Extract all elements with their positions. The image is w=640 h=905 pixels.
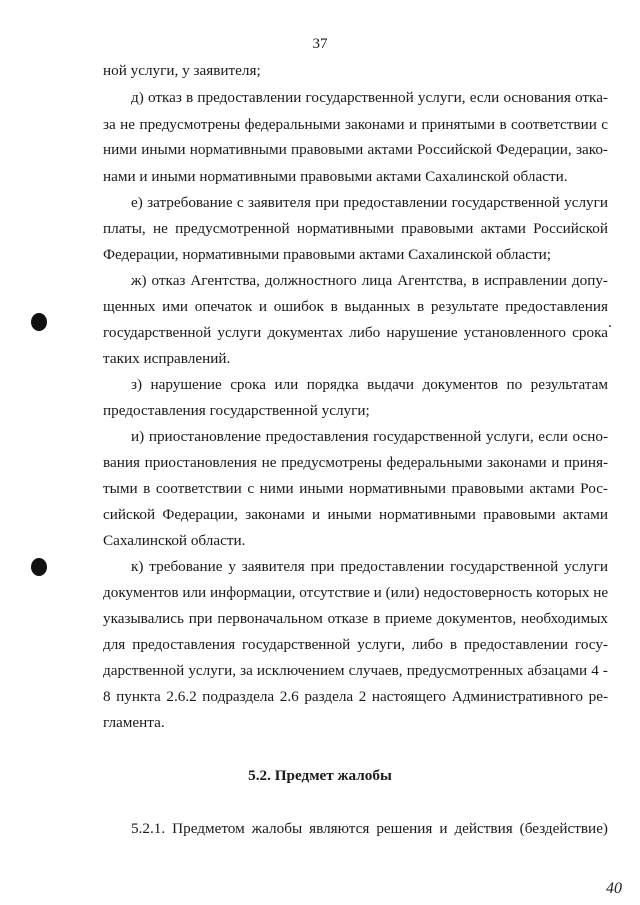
punch-hole [31,558,47,576]
text-line: гламента. [103,714,165,731]
handwritten-page-number: 40 [606,880,622,897]
text-line: вания приостановления не предусмотрены федеральными законами и приня- [103,454,608,471]
text-line: ними иными нормативными правовыми актами Российской Федерации, зако- [103,141,608,158]
text-line: платы, не предусмотренной нормативными правовыми актами Российской [103,220,608,237]
text-line: за не предусмотрены федеральными законами и принятыми в соответствии с [103,116,608,133]
text-line: тыми в соответствии с ними иными нормативными правовыми актами Рос- [103,480,608,497]
punch-hole [31,313,47,331]
text-line: таких исправлений. [103,350,231,367]
text-line: сийской Федерации, законами и иными нормативными правовыми актами [103,506,608,523]
text-line: для предоставления государственной услуги, либо в предоставлении госу- [103,636,608,653]
text-line: Федерации, нормативными правовыми актами Сахалинской области; [103,246,551,263]
text-line: нами и иными нормативными правовыми актами Сахалинской области. [103,168,568,185]
text-line: 5.2.1. Предметом жалобы являются решения и действия (бездействие) [131,820,608,837]
text-line: з) нарушение срока или порядка выдачи документов по результатам [131,376,608,393]
text-line: документов или информации, отсутствие и (или) недостоверность которых не [103,584,609,601]
scan-speck [609,325,611,327]
section-heading: 5.2. Предмет жалобы [248,767,392,784]
page-number: 37 [312,36,328,52]
text-line: Сахалинской области. [103,532,246,549]
text-line: указывались при первоначальном отказе в приеме документов, необходимых [103,610,608,627]
text-line: дарственной услуги, за исключением случаев, предусмотренных абзацами 4 - [103,662,608,679]
text-line: ж) отказ Агентства, должностного лица Агентства, в исправлении допу- [131,272,608,289]
text-line: предоставления государственной услуги; [103,402,370,419]
text-line: д) отказ в предоставлении государственной услуги, если основания отка- [131,89,608,106]
text-line: ной услуги, у заявителя; [103,62,261,79]
text-line: государственной услуги документах либо нарушение установленного срока [103,324,608,341]
text-line: и) приостановление предоставления государственной услуги, если осно- [131,428,608,445]
text-line: к) требование у заявителя при предоставлении государственной услуги [131,558,608,575]
text-line: е) затребование с заявителя при предоставлении государственной услуги [131,194,608,211]
text-line: 8 пункта 2.6.2 подраздела 2.6 раздела 2 настоящего Административного ре- [103,688,608,705]
text-line: щенных ими опечаток и ошибок в выданных в результате предоставления [103,298,608,315]
